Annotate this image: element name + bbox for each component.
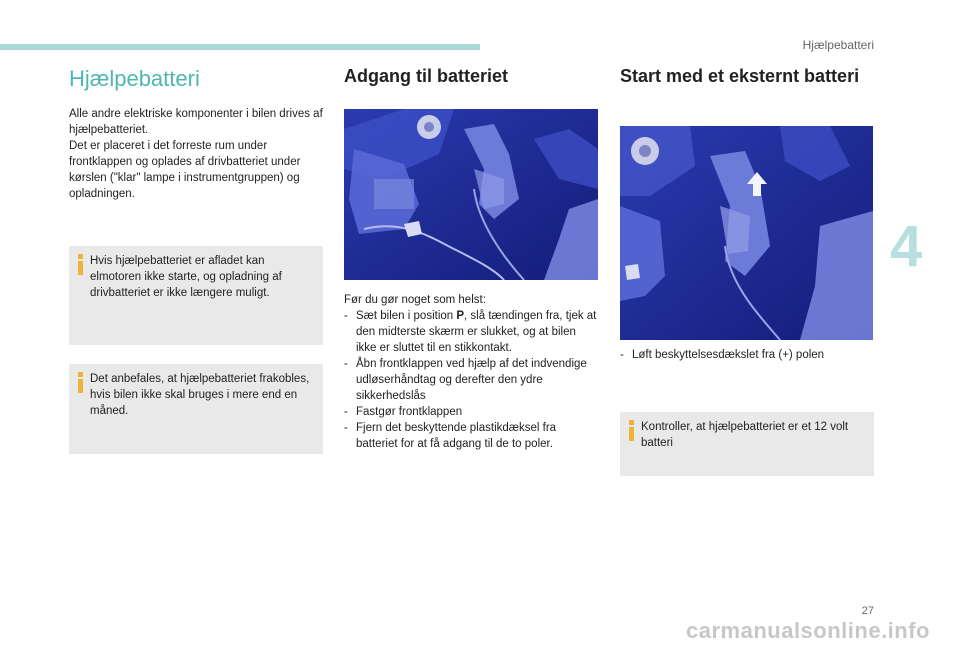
info-text-disconnect: Det anbefales, at hjælpebatteriet frakobles, hvis bilen ikke skal bruges i mere end en måned. — [90, 373, 310, 417]
instructions-list — [620, 347, 874, 363]
section-heading-external-start: Start med et eksternt batteri — [620, 66, 860, 86]
list-item: - Sæt bilen i position P, slå tændingen fra, tjek at den midterste skærm er slukket, og at bilen ikke er sluttet til en stikkontakt. — [344, 308, 598, 356]
list-item: - Åbn frontklappen ved hjælp af det indvendige udløserhåndtag og derefter den ydre sikkerhedslås — [344, 356, 598, 404]
column-battery-access — [344, 66, 598, 87]
access-instructions — [344, 292, 598, 452]
instructions-list — [344, 308, 598, 452]
page-number: 27 — [861, 605, 874, 617]
info-icon — [629, 420, 635, 442]
info-box-disconnect — [69, 364, 323, 454]
info-box-12-volt — [620, 412, 874, 476]
list-item: - Løft beskyttelsesdækslet fra (+) polen — [620, 347, 874, 363]
intro-paragraph-1: Alle andre elektriske komponenter i bilen drives af hjælpebatteriet. — [69, 108, 323, 136]
info-box-discharged — [69, 246, 323, 345]
section-heading-access: Adgang til batteriet — [344, 66, 509, 86]
info-text-12-volt: Kontroller, at hjælpebatteriet er et 12 volt batteri — [641, 421, 849, 449]
watermark: carmanualsonline.info — [686, 618, 930, 643]
instructions-intro: Før du gør noget som helst: — [344, 294, 486, 306]
page-title: Hjælpebatteri — [69, 66, 200, 91]
column-auxiliary-battery — [69, 66, 323, 202]
column-external-start — [620, 66, 874, 87]
list-item: - Fastgør frontklappen — [344, 404, 598, 420]
positive-terminal-cover-photo — [620, 126, 873, 340]
intro-paragraph-2: Det er placeret i det forreste rum under frontklappen og oplades af drivbatteriet under kørslen ("klar" lampe i instrumentgruppen) og opladningen. — [69, 140, 301, 200]
header-accent-bar — [0, 44, 480, 50]
running-header: Hjælpebatteri — [802, 38, 874, 52]
list-item: - Fjern det beskyttende plastikdæksel fra batteriet for at få adgang til de to poler. — [344, 420, 598, 452]
chapter-number: 4 — [890, 214, 923, 279]
battery-compartment-photo — [344, 109, 598, 280]
external-start-instructions — [620, 347, 874, 363]
intro-text — [69, 106, 323, 202]
info-icon — [78, 254, 84, 276]
info-text-discharged: Hvis hjælpebatteriet er afladet kan elmotoren ikke starte, og opladning af drivbatteriet er ikke længere muligt. — [90, 255, 282, 299]
info-icon — [78, 372, 84, 394]
